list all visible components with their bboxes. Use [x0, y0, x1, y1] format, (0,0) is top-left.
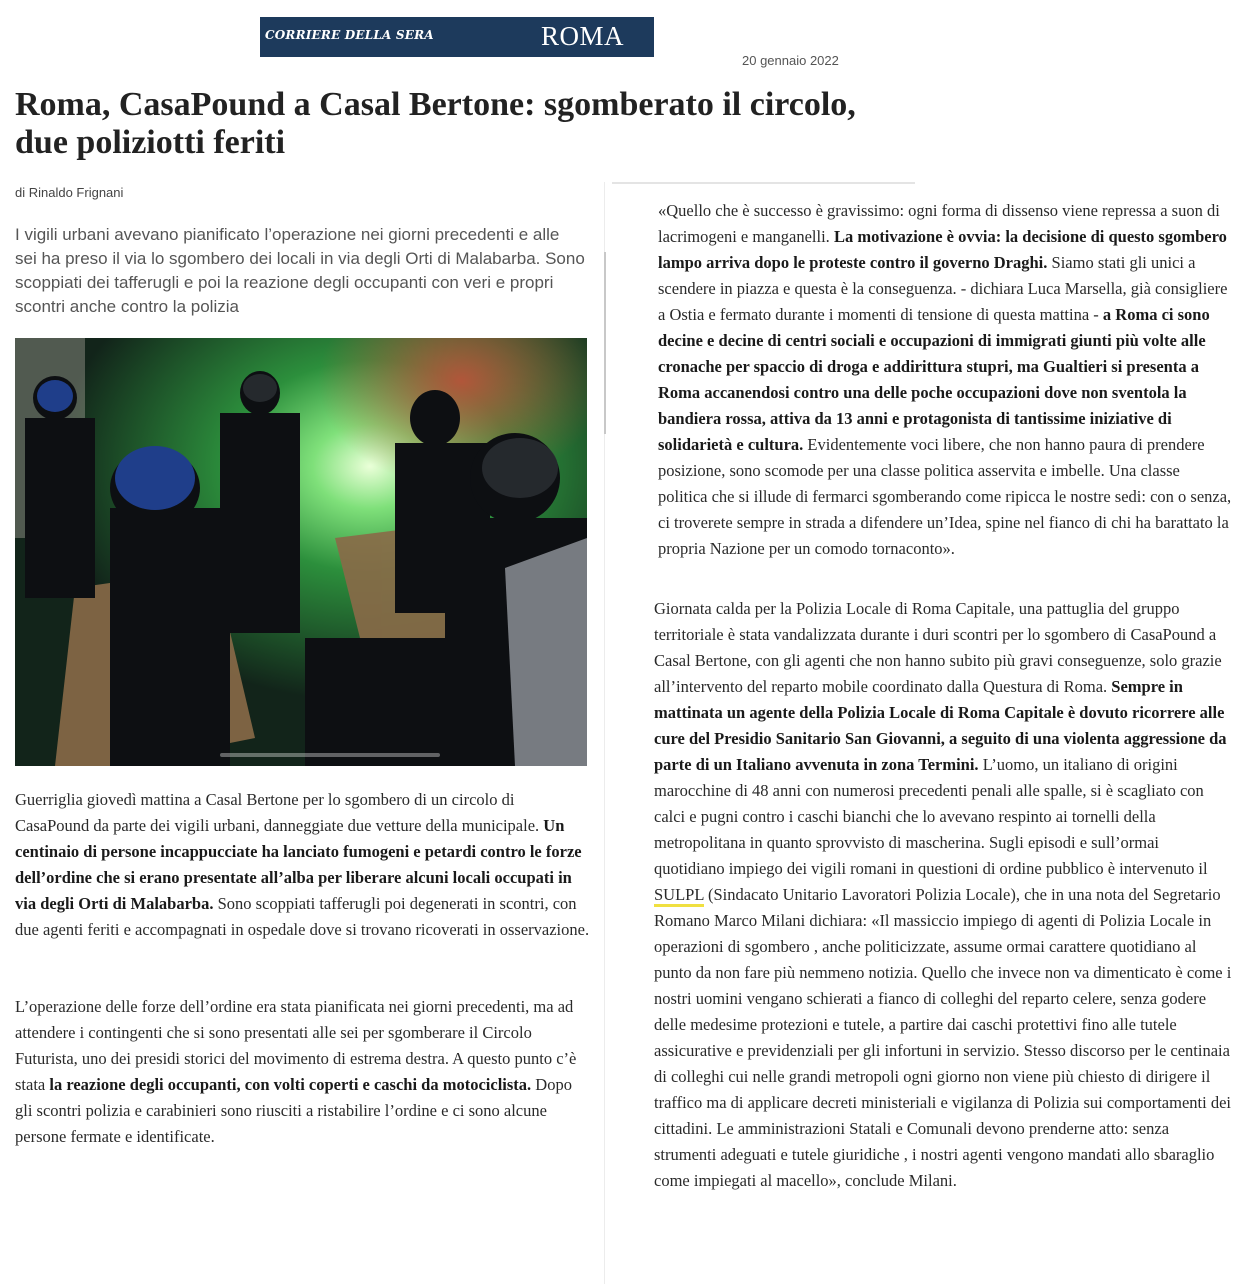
- article-headline: Roma, CasaPound a Casal Bertone: sgomberato il circolo, due poliziotti feriti: [15, 86, 856, 161]
- paragraph-text: Sono scoppiati tafferugli poi degenerati in scontri, con due agenti feriti e accompagnati in ospedale dove si trovano ricoverati in osservazione.: [15, 894, 590, 939]
- article-summary: I vigili urbani avevano pianificato l’operazione nei giorni precedenti e alle sei ha preso il via lo sgombero dei locali in via degli Orti di Malabarba. Sono scoppiati dei tafferugli e poi la reazione degli occupanti con veri e propri scontri anche contro la polizia: [15, 225, 585, 316]
- section-title[interactable]: ROMA: [541, 21, 625, 51]
- bold-text: La motivazione è ovvia: la decisione di questo sgombero lampo arriva dopo le proteste contro il governo Draghi.: [658, 227, 1227, 272]
- highlighted-text: SULPL: [654, 885, 704, 907]
- paragraph-text: L’uomo, un italiano di origini marocchine di 48 anni con numerosi precedenti penali alle spalle, si è scagliato con calci e pugni contro i caschi bianchi che lo avevano respinto ai tornelli della metropolitana in quanto sprovvisto di mascherina. Sugli episodi e sull’ormai quotidiano impiego dei vigili romani in questioni di ordine pubblico è intervenuto il: [654, 755, 1208, 878]
- bold-text: Sempre in mattinata un agente della Polizia Locale di Roma Capitale è dovuto ricorrere alle cure del Presidio Sanitario San Giovanni, a seguito di una violenta aggressione da parte di un Italiano avvenuta in zona Termini.: [654, 677, 1227, 774]
- paragraph-text: Guerriglia giovedì mattina a Casal Bertone per lo sgombero di un circolo di CasaPound da parte dei vigili urbani, danneggiate due vetture della municipale.: [15, 790, 544, 835]
- article-paragraph: [654, 596, 1232, 1194]
- publication-date: 20 gennaio 2022: [742, 53, 839, 68]
- bold-text: la reazione degli occupanti, con volti coperti e caschi da motociclista.: [49, 1075, 532, 1094]
- article-paragraph-quote: [658, 198, 1233, 562]
- newspaper-logo[interactable]: CORRIERE DELLA SERA: [265, 28, 434, 42]
- column-scroll-marker: [604, 252, 606, 434]
- article-paragraph: [15, 787, 590, 943]
- article-paragraph: [15, 994, 590, 1150]
- column-divider-top: [612, 182, 915, 184]
- article-photo: [15, 338, 587, 766]
- paragraph-text: (Sindacato Unitario Lavoratori Polizia Locale), che in una nota del Segretario Romano Marco Milani dichiara: «Il massiccio impiego di agenti di Polizia Locale in operazioni di sgombero , anche politicizzate, assume ormai carattere quotidiano al punto da non fare più nemmeno notizia. Quello che invece non va dimenticato è come i nostri uomini vengano schierati a fianco di colleghi del reparto celere, senza godere delle medesime protezioni e tutele, a partire dai caschi protettivi fino alle tutele assicurative e previdenziali per gli infortuni in servizio. Stesso discorso per le centinaia di colleghi cui nelle grandi metropoli ogni giorno non viene più chiesto di dirigere il traffico ma di applicare decreti ministeriali e vigilanza di Polizia sui comportamenti dei cittadini. Le amministrazioni Statali e Comunali devono prenderne atto: senza strumenti adeguati e tutele giuridiche , i nostri agenti vengono mandati allo sbaraglio come impiegati al macello», conclude Milani.: [654, 885, 1232, 1190]
- paragraph-text: Siamo stati gli unici a scendere in piazza e questa è la conseguenza. - dichiara Luca Marsella, già consigliere a Ostia e fermato durante i momenti di tensione di questa mattina -: [658, 253, 1228, 324]
- bold-text: a Roma ci sono decine e decine di centri sociali e occupazioni di immigrati giunti più volte alle cronache per spaccio di droga e addirittura stupri, ma Gualtieri si presenta a Roma accanendosi contro una delle poche occupazioni dove non sventola la bandiera rossa, attiva da 13 anni e protagonista di tantissime iniziative di solidarietà e cultura.: [658, 305, 1210, 454]
- paragraph-text: Dopo gli scontri polizia e carabinieri sono riusciti a ristabilire l’ordine e ci sono alcune persone fermate e identificate.: [15, 1075, 572, 1146]
- paragraph-text: Evidentemente voci libere, che non hanno paura di prendere posizione, sono scomode per una classe politica asservita e imbelle. Una classe politica che si illude di fermarci sgomberando come ripicca le nostre sedi: con o senza, ci troverete sempre in strada a difendere un’Idea, spine nel fianco di chi ha barattato la propria Nazione per un comodo tornaconto».: [658, 435, 1232, 558]
- bold-text: Un centinaio di persone incappucciate ha lanciato fumogeni e petardi contro le forze dell’ordine che si erano presentate all’alba per liberare alcuni locali occupati in via degli Orti di Malabarba.: [15, 816, 582, 913]
- riot-scene-image: [15, 338, 587, 766]
- paragraph-text: L’operazione delle forze dell’ordine era stata pianificata nei giorni precedenti, ma ad attendere i contingenti che si sono presentati alle sei per sgomberare il Circolo Futurista, uno dei presidi storici del movimento di estrema destra. A questo punto c’è stata: [15, 997, 577, 1094]
- masthead[interactable]: [260, 17, 654, 57]
- paragraph-text: Giornata calda per la Polizia Locale di Roma Capitale, una pattuglia del gruppo territoriale è stata vandalizzata durante i duri scontri per lo sgombero di CasaPound a Casal Bertone, con gli agenti che non hanno subito più gravi conseguenze, solo grazie all’intervento del reparto mobile coordinato dalla Questura di Roma.: [654, 599, 1222, 696]
- paragraph-text: «Quello che è successo è gravissimo: ogni forma di dissenso viene repressa a suon di lacrimogeni e manganelli.: [658, 201, 1220, 246]
- byline: di Rinaldo Frignani: [15, 185, 124, 200]
